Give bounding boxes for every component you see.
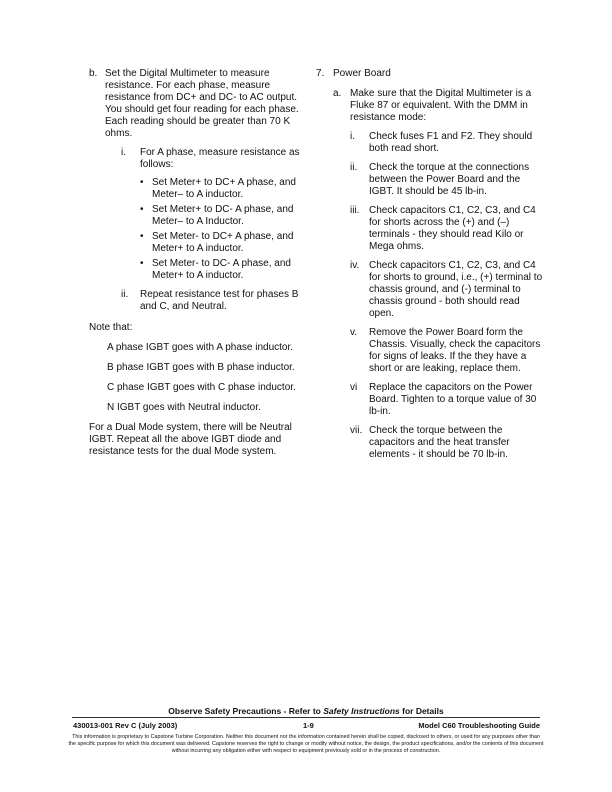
step-7a-text: Make sure that the Digital Multimeter is a Fluke 87 or equivalent. With the DMM in resistance mode: <box>350 88 532 123</box>
safety-prefix: Observe Safety Precautions - Refer to <box>168 706 324 716</box>
step-b <box>89 68 301 313</box>
safety-notice <box>0 706 612 716</box>
bullet-text: Set Meter- to DC+ A phase, and Meter+ to A inductor. <box>152 231 294 254</box>
note-line: A phase IGBT goes with A phase inductor. <box>107 342 294 353</box>
check-step <box>350 425 546 461</box>
check-step-marker: v. <box>350 327 358 338</box>
substep-i-marker: i. <box>121 147 126 158</box>
footer-divider <box>72 717 540 718</box>
check-step-marker: i. <box>350 131 355 142</box>
bullet-item <box>140 204 301 228</box>
right-column <box>316 68 546 461</box>
check-step-text: Check fuses F1 and F2. They should both read short. <box>369 131 533 154</box>
check-step <box>350 162 546 198</box>
check-step-text: Check capacitors C1, C2, C3, and C4 for shorts across the (+) and (–) terminals - they should read Kilo or Mega ohms. <box>369 205 536 252</box>
bullet-dot: • <box>140 177 144 188</box>
check-step-marker: ii. <box>350 162 358 173</box>
bullet-text: Set Meter+ to DC- A phase, and Meter– to A Inductor. <box>152 204 294 227</box>
step-7-heading: Power Board <box>333 68 391 79</box>
check-step-text: Remove the Power Board form the Chassis. Visually, check the capacitors for signs of leaks. If the they have a short or are leaking, replace them. <box>369 327 541 374</box>
step-7 <box>316 68 546 80</box>
check-step <box>350 327 546 375</box>
dual-mode-paragraph: For a Dual Mode system, there will be Neutral IGBT. Repeat all the above IGBT diode and resistance tests for the dual Mode system. <box>89 422 292 457</box>
note-line: C phase IGBT goes with C phase inductor. <box>107 382 296 393</box>
bullet-text: Set Meter+ to DC+ A phase, and Meter– to A inductor. <box>152 177 296 200</box>
note-line: B phase IGBT goes with B phase inductor. <box>107 362 295 373</box>
substep-ii-text: Repeat resistance test for phases B and C, and Neutral. <box>140 289 299 312</box>
check-step-marker: iv. <box>350 260 360 271</box>
check-step <box>350 260 546 320</box>
bullet-dot: • <box>140 258 144 269</box>
check-step-text: Replace the capacitors on the Power Board. Tighten to a torque value of 30 lb-in. <box>369 382 537 417</box>
check-step-text: Check capacitors C1, C2, C3, and C4 for shorts to ground, i.e., (+) terminal to chassis ground, and (-) terminal to chassis ground - both should read open. <box>369 260 543 319</box>
left-column <box>89 68 301 458</box>
legal-notice: This information is proprietary to Capstone Turbine Corporation. Neither this document nor the information contained herein shall be copied, disclosed to others, or used for any purposes other than the specific purpose for which this document was delivered. Capstone reserves the right to change or modify without notice, the design, the product specifications, and/or the contents of this document without incurring any obligation either with respect to equipment previously sold or in the process of construction. <box>68 734 544 754</box>
bullet-dot: • <box>140 231 144 242</box>
step-7a-marker: a. <box>333 88 342 99</box>
page-number: 1-9 <box>303 721 314 730</box>
doc-number: 430013-001 Rev C (July 2003) <box>73 721 178 730</box>
step-7a <box>333 88 546 461</box>
step-b-marker: b. <box>89 68 98 79</box>
check-step-marker: iii. <box>350 205 360 216</box>
safety-suffix: for Details <box>399 706 444 716</box>
substep-i <box>121 147 301 285</box>
check-step-marker: vi <box>350 382 358 393</box>
step-7-marker: 7. <box>316 68 325 79</box>
bullet-item <box>140 258 301 282</box>
check-step-marker: vii. <box>350 425 363 436</box>
safety-instructions-ref: Safety Instructions <box>323 706 400 716</box>
substep-i-text: For A phase, measure resistance as follows: <box>140 147 300 170</box>
step-b-text: Set the Digital Multimeter to measure resistance. For each phase, measure resistance from DC+ and DC- to AC output. You should get four reading for each phase. Each reading should be greater than 70 K ohms. <box>105 68 299 139</box>
bullet-text: Set Meter- to DC- A phase, and Meter+ to A inductor. <box>152 258 291 281</box>
note-line: N IGBT goes with Neutral inductor. <box>107 402 261 413</box>
check-step <box>350 131 546 155</box>
substep-ii-marker: ii. <box>121 289 129 300</box>
bullet-item <box>140 231 301 255</box>
bullet-item <box>140 177 301 201</box>
note-title: Note that: <box>89 322 133 333</box>
doc-title: Model C60 Troubleshooting Guide <box>418 721 540 730</box>
check-step-text: Check the torque between the capacitors and the heat transfer elements - it should be 70 lb-in. <box>369 425 510 460</box>
substep-ii <box>121 289 301 313</box>
bullet-list <box>140 177 301 282</box>
check-step <box>350 382 546 418</box>
bullet-dot: • <box>140 204 144 215</box>
power-board-steps <box>350 131 546 461</box>
check-step <box>350 205 546 253</box>
check-step-text: Check the torque at the connections between the Power Board and the IGBT. It should be 45 lb-in. <box>369 162 530 197</box>
